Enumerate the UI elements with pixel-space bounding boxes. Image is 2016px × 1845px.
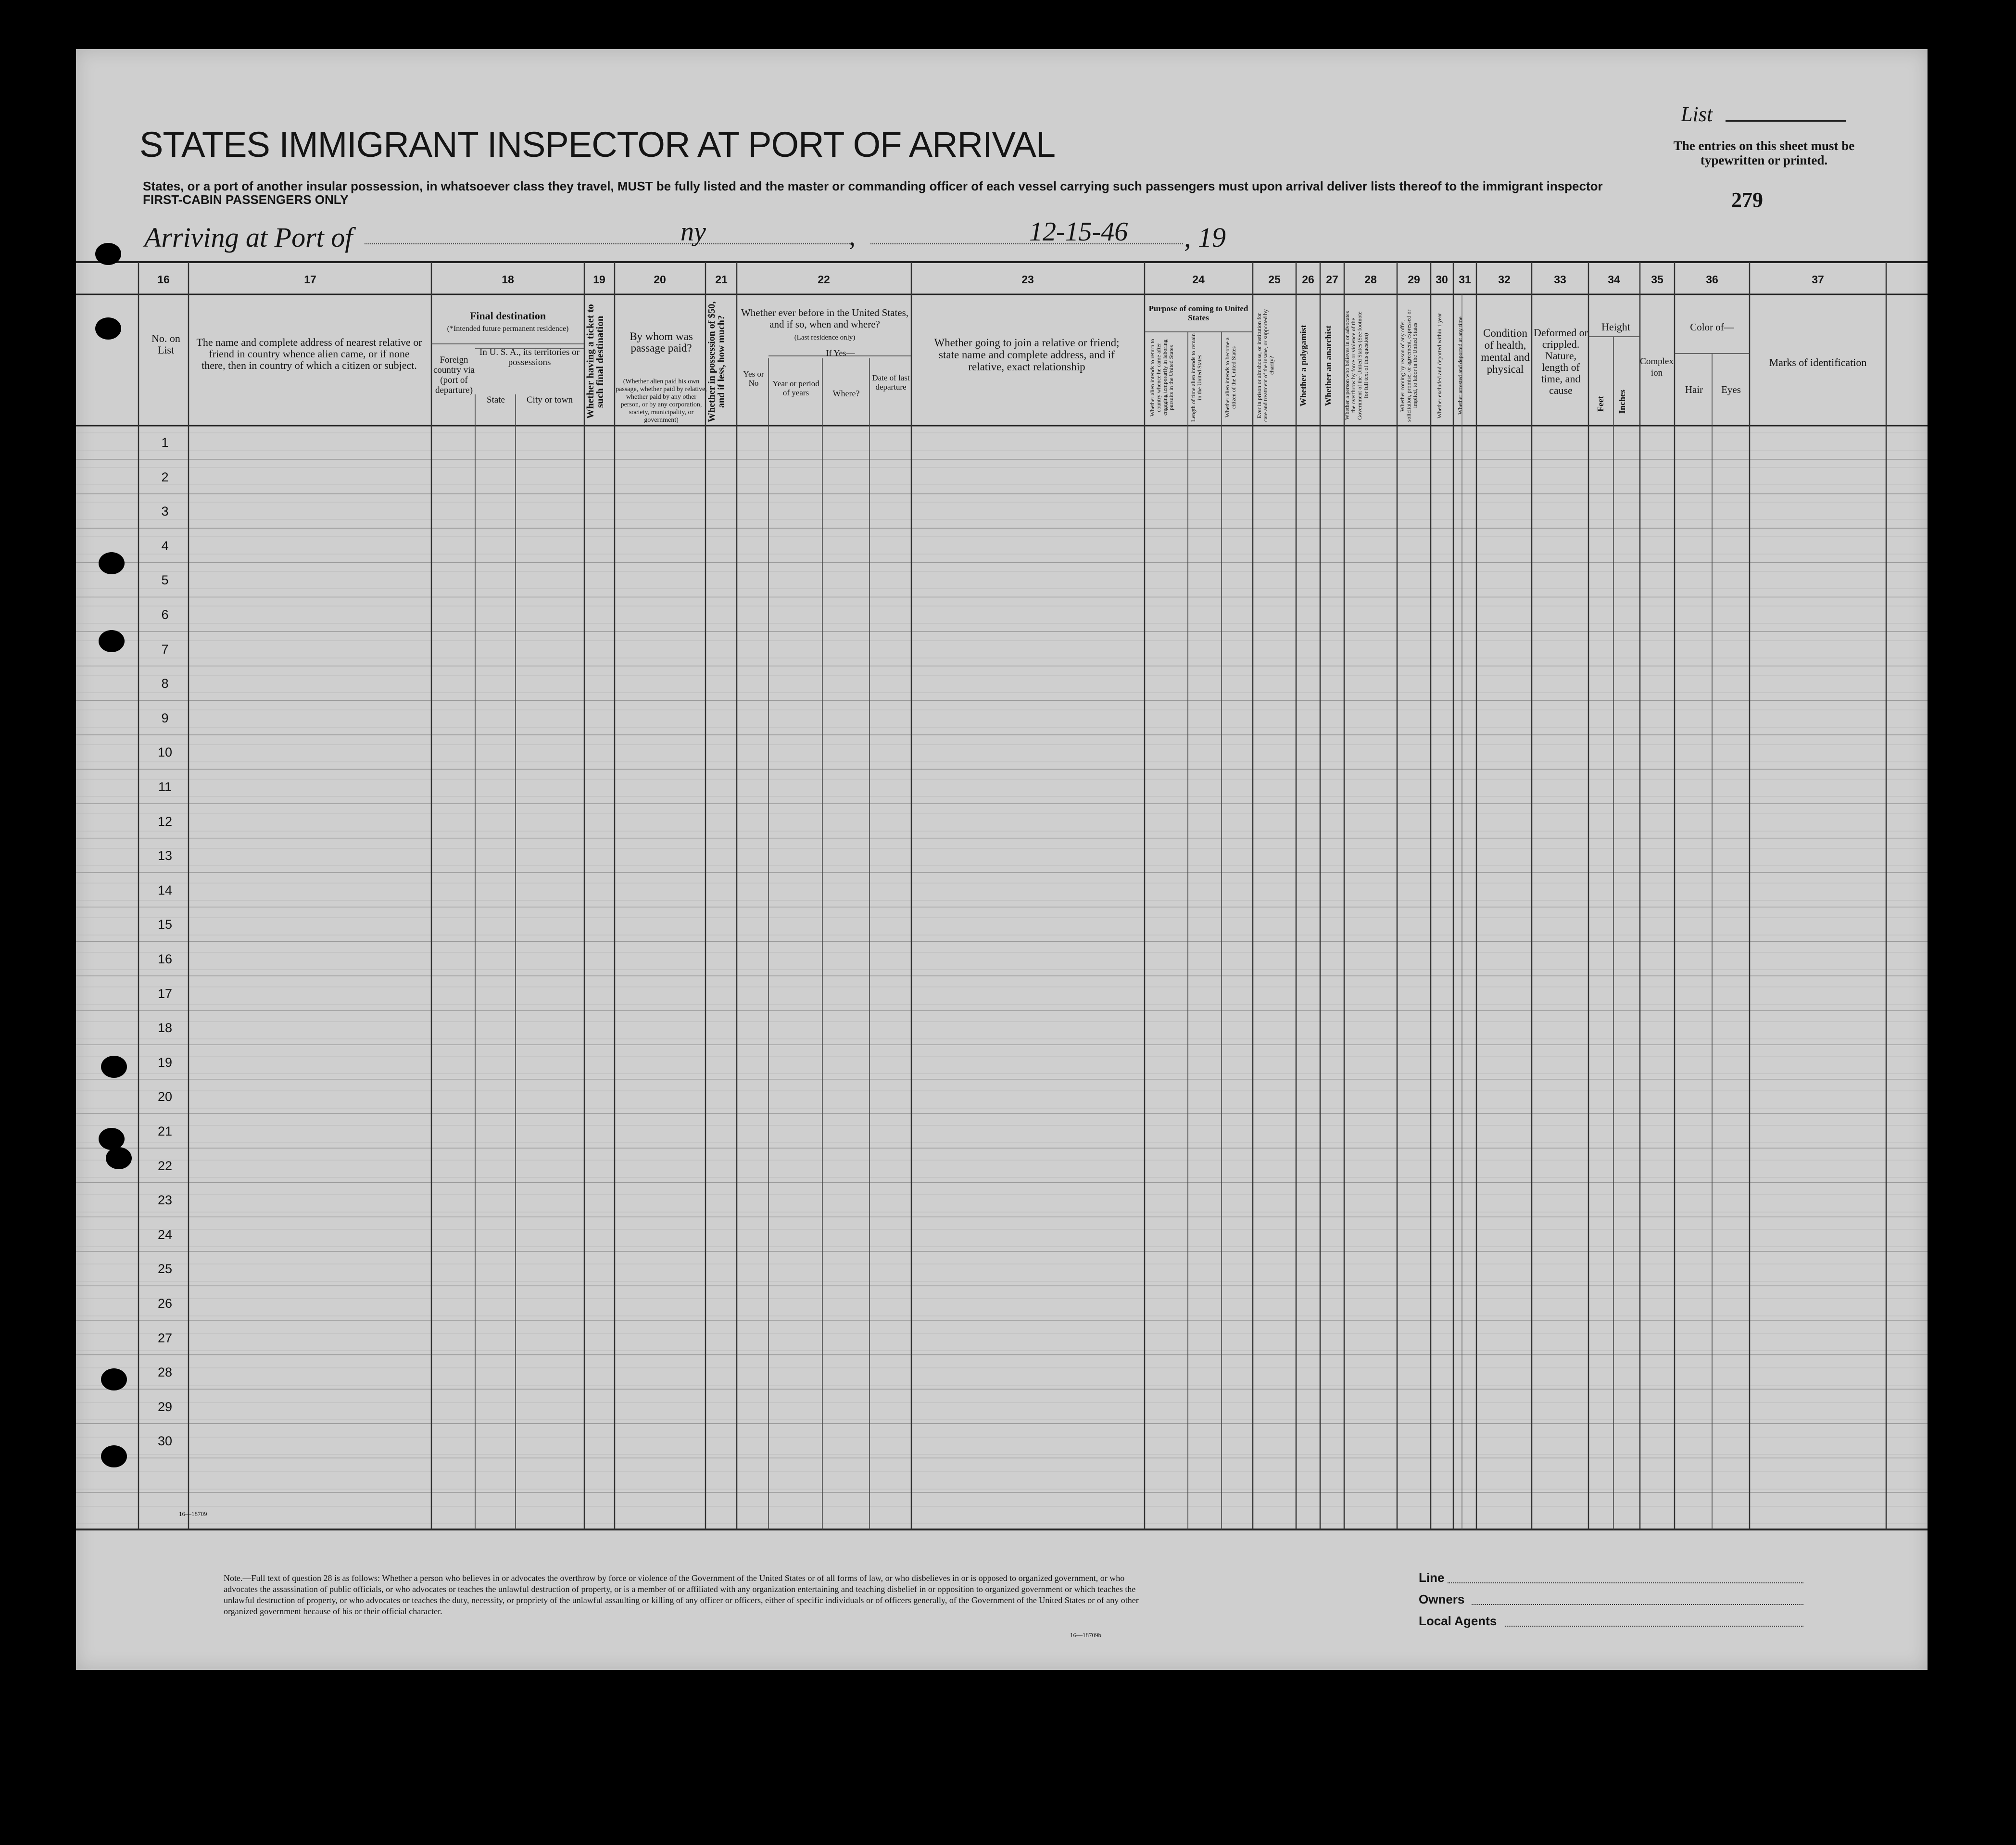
col18-state: State — [487, 395, 505, 405]
col24-length: Length of time alien intends to remain in the United States — [1190, 333, 1203, 422]
date-field[interactable] — [870, 243, 1183, 244]
row-number: 4 — [161, 538, 169, 553]
row-number: 1 — [161, 435, 169, 450]
col37-heading: Marks of identification — [1769, 356, 1867, 368]
col22-date: Date of last departure — [872, 373, 910, 392]
form-number: 16—18709 — [179, 1510, 207, 1517]
row-number: 29 — [157, 1399, 173, 1414]
footnote: Note.—Full text of question 28 is as follows: Whether a person who believes in or advocates the overthrow by force or violence of the Government of the United States or of all forms of law, or who disbelieves in or is opposed to organized government, or who advocates the assassination of public officials, or who advocates or teaches the unlawful destruction of property, or is a member of or affiliated with any organization entertaining and teaching disbelief in or opposition to organized government or which teaches the unlawful destruction of property, or who advocates or teaches the duty, necessity, or propriety of the unlawful assaulting or killing of any officer or officers, either of specific individuals or of officers generally, of the Government of the United States or of any other organized government because of his or their official character. — [224, 1573, 1139, 1616]
col22-if-yes: If Yes— — [826, 348, 855, 358]
punch-hole — [99, 630, 125, 652]
column-number: 29 — [1408, 273, 1420, 286]
row-number: 2 — [161, 469, 169, 484]
column-number: 21 — [715, 273, 728, 286]
row-number: 11 — [158, 780, 172, 794]
port-value: ny — [680, 217, 706, 247]
row-number: 9 — [161, 710, 169, 725]
row-number: 30 — [157, 1434, 173, 1449]
row-number: 21 — [157, 1124, 173, 1138]
col31-heading: Whether arrested and deported at any time — [1457, 316, 1463, 415]
col22-heading: Whether ever before in the United States, and if so, when and where? — [741, 307, 909, 330]
comma-separator: , — [849, 222, 856, 252]
row-number: 24 — [157, 1227, 173, 1242]
form-number-footer: 16—18709b — [1070, 1631, 1101, 1639]
punch-hole — [106, 1147, 132, 1169]
col22-where: Where? — [832, 389, 860, 398]
row-number: 17 — [157, 986, 173, 1001]
local-agents-field[interactable] — [1505, 1626, 1803, 1627]
col16-heading: No. on List — [151, 332, 180, 356]
column-number: 32 — [1498, 273, 1511, 286]
list-label: List — [1681, 102, 1713, 126]
col19-heading: Whether having a ticket to such final destination — [584, 304, 605, 419]
col24-return: Whether alien intends to return to country whence he came after engaging temporarily in laboring pursuits in the United States — [1149, 339, 1174, 417]
port-field[interactable] — [365, 243, 850, 244]
column-number: 26 — [1302, 273, 1314, 286]
row-number: 25 — [157, 1262, 173, 1276]
column-number: 20 — [654, 273, 666, 286]
row-number: 19 — [157, 1055, 173, 1070]
col30-heading: Whether excluded and deported within 1 year — [1436, 313, 1443, 418]
column-number: 23 — [1021, 273, 1034, 286]
column-number: 17 — [304, 273, 316, 286]
col36-hair: Hair — [1685, 384, 1703, 395]
row-number: 10 — [157, 745, 173, 760]
year-prefix-text: 19 — [1198, 222, 1226, 253]
col34-heading: Height — [1601, 321, 1630, 333]
list-field[interactable] — [1726, 120, 1846, 122]
col27-heading: Whether an anarchist — [1323, 325, 1333, 406]
sheet-number: 279 — [1731, 188, 1763, 212]
line-label: Line — [1419, 1570, 1445, 1585]
row-number: 20 — [157, 1089, 173, 1104]
col25-heading: Ever in prison or almshouse, or institution for care and treatment of the insane, or supported by charity? — [1256, 309, 1275, 422]
punch-hole — [99, 552, 125, 574]
col22-note: (Last residence only) — [794, 334, 856, 341]
col18-foreign: Foreign country via (port of departure) — [433, 355, 475, 395]
col22-year: Year or period of years — [772, 379, 819, 397]
punch-hole — [101, 1056, 127, 1078]
arriving-label: Arriving at Port of — [144, 222, 353, 253]
col18-city: City or town — [526, 395, 573, 405]
column-number: 36 — [1706, 273, 1718, 286]
column-number: 18 — [502, 273, 514, 286]
col26-heading: Whether a polygamist — [1298, 325, 1308, 406]
col22-yes-no: Yes or No — [743, 369, 764, 388]
col35-heading: Complexion — [1640, 356, 1674, 378]
col36-eyes: Eyes — [1721, 384, 1741, 395]
punch-hole — [99, 1128, 125, 1150]
col21-heading: Whether in possession of $50, and if less, how much? — [706, 301, 727, 422]
owners-field[interactable] — [1472, 1604, 1803, 1605]
column-number: 37 — [1812, 273, 1824, 286]
column-number: 22 — [818, 273, 830, 286]
col18-usa: In U. S. A., its territories or possessions — [479, 347, 580, 367]
form-subtitle: States, or a port of another insular possession, in whatsoever class they travel, MUST be fully listed and the master or commanding officer of each vessel carrying such passengers must upon arrival deliver lists thereof to the immigrant inspector — [143, 179, 1603, 193]
passenger-class: FIRST-CABIN PASSENGERS ONLY — [143, 192, 349, 207]
col34-feet: Feet — [1596, 396, 1605, 412]
col20-note: (Whether alien paid his own passage, whether paid by relative, whether paid by any other person, or by any corporation, society, municipality, or government) — [616, 378, 707, 424]
column-number: 28 — [1364, 273, 1377, 286]
row-number: 13 — [157, 848, 173, 863]
col34-inches: Inches — [1617, 390, 1627, 414]
date-value: 12-15-46 — [1029, 217, 1128, 247]
row-number: 3 — [161, 504, 169, 519]
punch-hole — [95, 243, 121, 265]
row-number: 15 — [157, 917, 173, 932]
row-number: 18 — [157, 1021, 173, 1036]
column-number: 34 — [1608, 273, 1620, 286]
col36-heading: Color of— — [1690, 321, 1734, 333]
col24-citizen: Whether alien intends to become a citizen of the United States — [1224, 337, 1237, 418]
row-number: 14 — [157, 883, 173, 897]
column-number: 16 — [157, 273, 170, 286]
column-number: 24 — [1192, 273, 1205, 286]
row-number: 16 — [157, 952, 173, 966]
row-number: 12 — [157, 814, 173, 829]
row-number: 27 — [157, 1330, 173, 1345]
line-field[interactable] — [1448, 1582, 1803, 1583]
form-title: STATES IMMIGRANT INSPECTOR AT PORT OF ARRIVAL — [139, 125, 1056, 164]
column-number: 35 — [1651, 273, 1663, 286]
col20-heading: By whom was passage paid? — [630, 330, 693, 354]
col17-heading: The name and complete address of nearest relative or friend in country whence alien came, or if none there, then in country of which a citizen or subject. — [196, 336, 422, 371]
col29-heading: Whether coming by reason of any offer, solicitation, promise, or agreement, expressed or implied, to labor in the United States — [1399, 309, 1418, 422]
col32-heading: Condition of health, mental and physical — [1481, 327, 1530, 375]
year-prefix: , 19 — [1184, 222, 1226, 253]
punch-hole — [95, 317, 121, 340]
column-number: 19 — [593, 273, 605, 286]
row-number: 6 — [161, 607, 169, 622]
punch-hole — [101, 1368, 127, 1390]
col18-heading: Final destination — [469, 310, 546, 322]
col23-heading: Whether going to join a relative or friend; state name and complete address, and if relative, exact relationship — [934, 337, 1120, 373]
row-number: 26 — [157, 1296, 173, 1311]
punch-hole — [101, 1445, 127, 1467]
column-number: 27 — [1326, 273, 1338, 286]
column-number: 25 — [1268, 273, 1281, 286]
typewritten-note: The entries on this sheet must be typewritten or printed. — [1673, 139, 1855, 167]
row-number: 23 — [157, 1193, 173, 1208]
col18-note: (*Intended future permanent residence) — [447, 325, 569, 333]
local-agents-label: Local Agents — [1419, 1614, 1497, 1628]
row-number: 7 — [161, 642, 169, 657]
column-number: 33 — [1554, 273, 1566, 286]
row-number: 8 — [161, 676, 169, 691]
col24-heading: Purpose of coming to United States — [1148, 304, 1248, 322]
row-number: 22 — [157, 1158, 173, 1173]
col33-heading: Deformed or crippled. Nature, length of time, and cause — [1533, 327, 1588, 396]
owners-label: Owners — [1419, 1592, 1465, 1606]
row-number: 28 — [157, 1365, 173, 1380]
col28-heading: Whether a person who believes in or advocates the overthrow by force or violence of the Government of the United States (See footnote for full text of this question) — [1344, 311, 1369, 420]
row-number: 5 — [161, 573, 169, 588]
column-number: 30 — [1436, 273, 1448, 286]
column-number: 31 — [1459, 273, 1471, 286]
